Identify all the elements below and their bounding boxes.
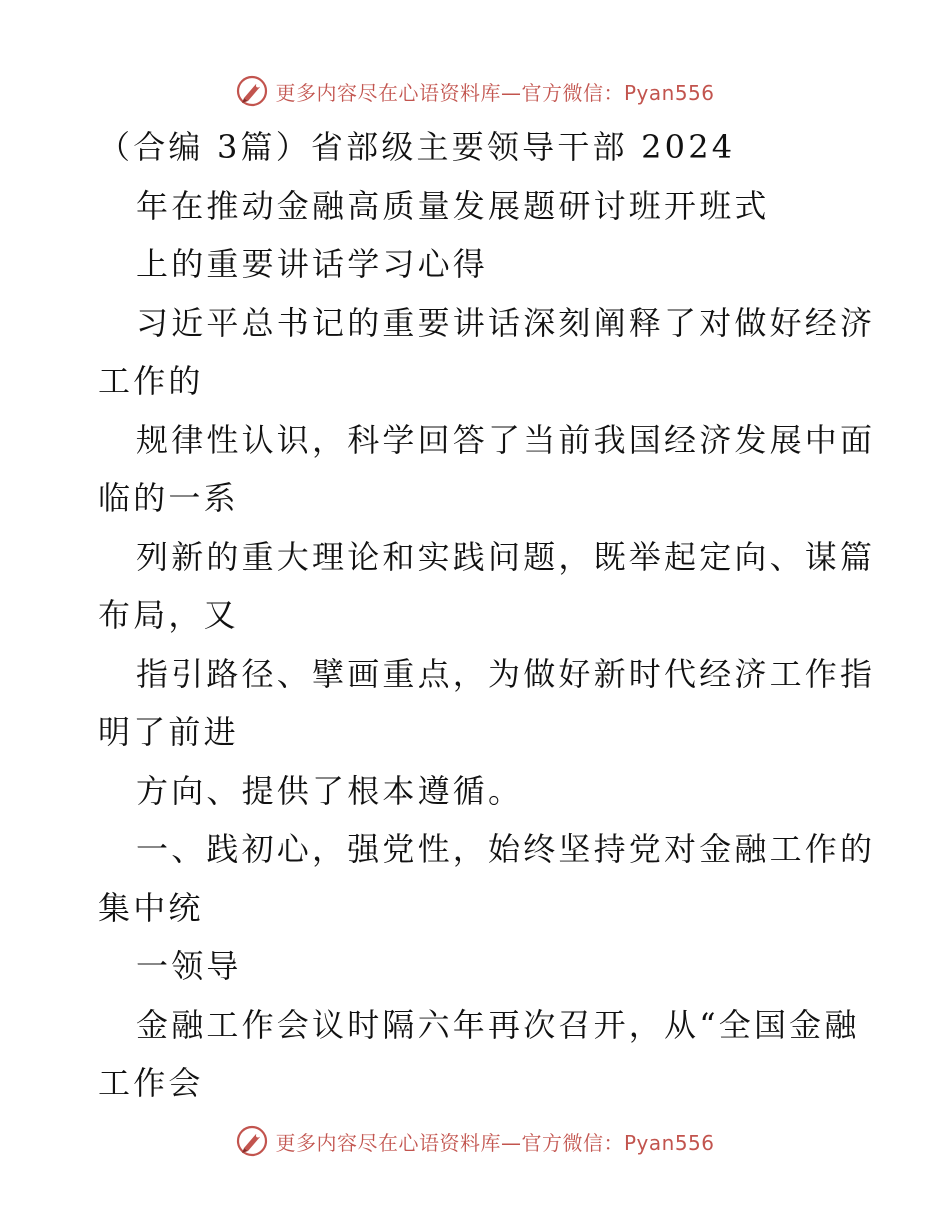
pen-logo-icon [235,74,269,108]
title-line-2: 年在推动金融高质量发展题研讨班开班式 [136,186,770,225]
paragraph-line: 习近平总书记的重要讲话深刻阐释了对做好经济 [136,303,876,342]
paragraph-line: 工作会 [98,1064,204,1102]
paragraph-line: 工作的 [98,362,204,400]
document-body [98,118,876,1113]
paragraph-line: 规律性认识，科学回答了当前我国经济发展中面 [136,420,876,459]
section-heading-line: 一领导 [136,947,242,985]
paragraph-line: 临的一系 [98,479,239,517]
paragraph-line: 金融工作会议时隔六年再次召开，从“全国金融 [136,1005,860,1044]
paragraph-line: 方向、提供了根本遵循。 [136,771,524,810]
paragraph-line: 布局，又 [98,596,239,634]
pen-logo-icon [235,1124,269,1158]
footer-watermark [0,1121,950,1161]
watermark-text: 更多内容尽在心语资料库—官方微信：Pyan556 [275,80,715,105]
title-line-3: 上的重要讲话学习心得 [136,245,489,283]
watermark-text: 更多内容尽在心语资料库—官方微信：Pyan556 [275,1130,715,1155]
section-heading-line: 集中统 [98,888,204,927]
paragraph-line: 明了前进 [98,713,239,751]
paragraph-line: 列新的重大理论和实践问题，既举起定向、谋篇 [136,537,876,576]
title-line-1: （合编 3篇）省部级主要领导干部 2024 [98,128,736,166]
section-heading-line: 一、践初心，强党性，始终坚持党对金融工作的 [136,830,876,868]
header-watermark [0,71,950,111]
paragraph-line: 指引路径、擘画重点，为做好新时代经济工作指 [136,654,876,693]
